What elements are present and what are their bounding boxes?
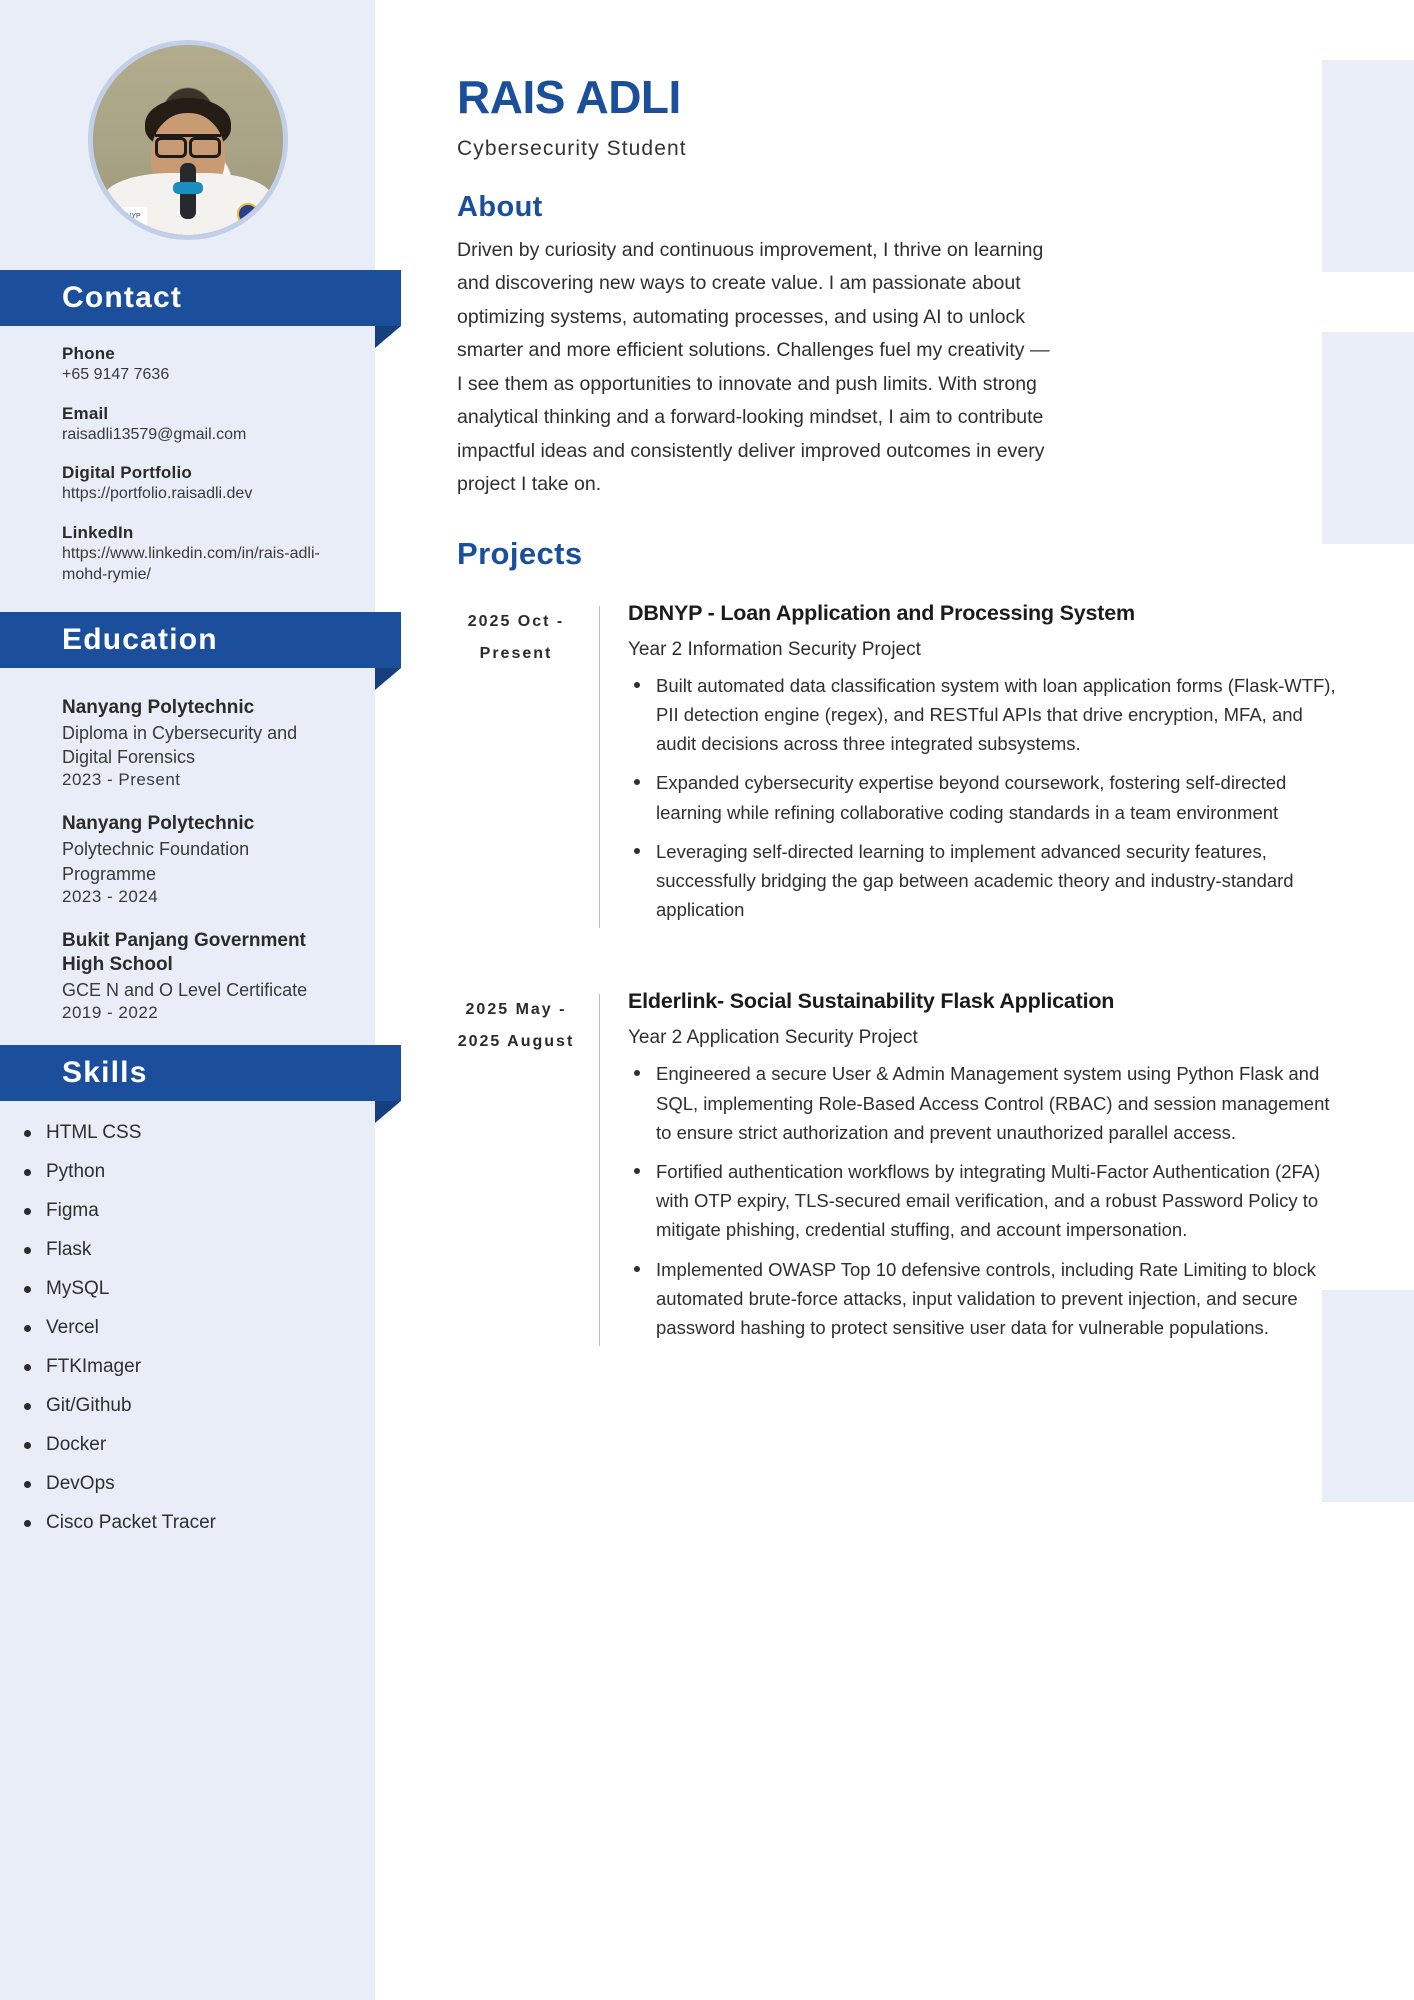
- education-years: 2023 - 2024: [62, 886, 159, 906]
- project-details: [628, 600, 1344, 935]
- about-text: Driven by curiosity and continuous improvement, I thrive on learning and discovering new ways to create value. I am passionate about optimizing systems, automating processes, and using AI to unlock smarter and more efficient solutions. Challenges fuel my creativity — I see them as opportunities to innovate and push limits. With strong analytical thinking and a forward-looking mindset, I aim to contribute impactful ideas and consistently deliver improved outcomes in every project I take on.: [457, 238, 1050, 496]
- list-item: Built automated data classification system with loan application forms (Flask-WTF), PII detection engine (regex), and RESTful APIs that drive encryption, MFA, and audit decisions across three integrated subsystems.: [628, 671, 1344, 759]
- project-bullet-list: [628, 1059, 1344, 1342]
- contact-value: +65 9147 7636: [62, 366, 170, 383]
- projects-heading: Projects: [457, 535, 583, 571]
- list-item: MySQL: [24, 1279, 375, 1298]
- contact-label: Phone: [62, 344, 115, 363]
- timeline-divider: [599, 606, 600, 929]
- education-school: Nanyang Polytechnic: [62, 813, 255, 835]
- list-item: Python: [24, 1162, 375, 1181]
- contact-item-email: [62, 404, 339, 446]
- education-item: [62, 929, 339, 1023]
- list-item: Implemented OWASP Top 10 defensive controls, including Rate Limiting to block automated brute-force attacks, input validation to prevent injection, and secure password hashing to protect sensitive user data for vulnerable populations.: [628, 1255, 1344, 1343]
- education-school: Nanyang Polytechnic: [62, 696, 255, 718]
- project-title: DBNYP - Loan Application and Processing System: [628, 600, 1135, 625]
- list-item: Figma: [24, 1201, 375, 1220]
- project-subtitle: Year 2 Application Security Project: [628, 1027, 918, 1049]
- contact-body: [0, 326, 375, 586]
- list-item: Vercel: [24, 1318, 375, 1337]
- contact-heading: Contact: [62, 281, 183, 314]
- contact-section-banner: [0, 270, 375, 326]
- list-item: FTKImager: [24, 1357, 375, 1376]
- about-heading: About: [457, 190, 543, 223]
- list-item: Cisco Packet Tracer: [24, 1513, 375, 1532]
- list-item: Engineered a secure User & Admin Management system using Python Flask and SQL, implementing Role-Based Access Control (RBAC) and session management to ensure strict authorization and prevent unauthorized parallel access.: [628, 1059, 1344, 1147]
- skills-section-banner: [0, 1045, 375, 1101]
- skills-heading: Skills: [62, 1055, 148, 1089]
- project-date: 2025 Oct - Present: [467, 612, 565, 662]
- list-item: Expanded cybersecurity expertise beyond coursework, fostering self-directed learning while refining collaborative coding standards in a team environment: [628, 768, 1344, 826]
- project-date: 2025 May - 2025 August: [457, 1001, 575, 1051]
- list-item: Leveraging self-directed learning to implement advanced security features, successfully bridging the gap between academic theory and industry-standard application: [628, 837, 1344, 925]
- education-body: [0, 668, 375, 1023]
- contact-label: Digital Portfolio: [62, 463, 192, 483]
- education-degree: GCE N and O Level Certificate: [62, 980, 308, 1001]
- contact-label: LinkedIn: [62, 522, 134, 542]
- photo-crest-badge: [237, 203, 259, 225]
- contact-value[interactable]: raisadli13579@gmail.com: [62, 425, 247, 443]
- job-title: Cybersecurity Student: [457, 136, 687, 160]
- list-item: Flask: [24, 1240, 375, 1259]
- photo-logo-badge: NYP: [121, 207, 147, 227]
- contact-item-portfolio: [62, 463, 339, 505]
- education-item: [62, 812, 339, 906]
- project-subtitle: Year 2 Information Security Project: [628, 638, 921, 660]
- education-section-banner: [0, 612, 375, 668]
- project-title: Elderlink- Social Sustainability Flask Application: [628, 989, 1115, 1014]
- education-school: Bukit Panjang Government High School: [62, 929, 306, 976]
- page-title: RAIS ADLI: [457, 71, 681, 123]
- project-details: [628, 988, 1344, 1352]
- list-item: Fortified authentication workflows by integrating Multi-Factor Authentication (2FA) with OTP expiry, TLS-secured email verification, and a robust Password Policy to mitigate phishing, credential stuffing, and account impersonation.: [628, 1157, 1344, 1245]
- skills-list: [0, 1123, 375, 1532]
- project-bullet-list: [628, 671, 1344, 925]
- project-entry: [457, 600, 1344, 935]
- avatar: [88, 40, 288, 240]
- contact-label: Email: [62, 403, 109, 423]
- profile-photo: [93, 45, 283, 235]
- photo-microphone-ring: [173, 182, 203, 194]
- project-entry: [457, 988, 1344, 1352]
- sidebar: [0, 0, 375, 2000]
- education-degree: Diploma in Cybersecurity and Digital Forensics: [62, 722, 298, 768]
- list-item: Git/Github: [24, 1396, 375, 1415]
- main-content: [375, 0, 1414, 2000]
- contact-item-linkedin: [62, 523, 339, 586]
- list-item: HTML CSS: [24, 1123, 375, 1142]
- education-degree: Polytechnic Foundation Programme: [62, 839, 250, 884]
- list-item: DevOps: [24, 1474, 375, 1493]
- list-item: Docker: [24, 1435, 375, 1454]
- education-item: [62, 696, 339, 790]
- contact-value[interactable]: https://portfolio.raisadli.dev: [62, 485, 253, 503]
- timeline-divider: [599, 994, 600, 1346]
- contact-item-phone: [62, 344, 339, 386]
- education-years: 2023 - Present: [62, 770, 181, 790]
- education-heading: Education: [62, 622, 218, 656]
- education-years: 2019 - 2022: [62, 1002, 159, 1022]
- photo-glasses: [155, 134, 221, 149]
- contact-value[interactable]: https://www.linkedin.com/in/rais-adli-mohd-rymie/: [62, 544, 320, 584]
